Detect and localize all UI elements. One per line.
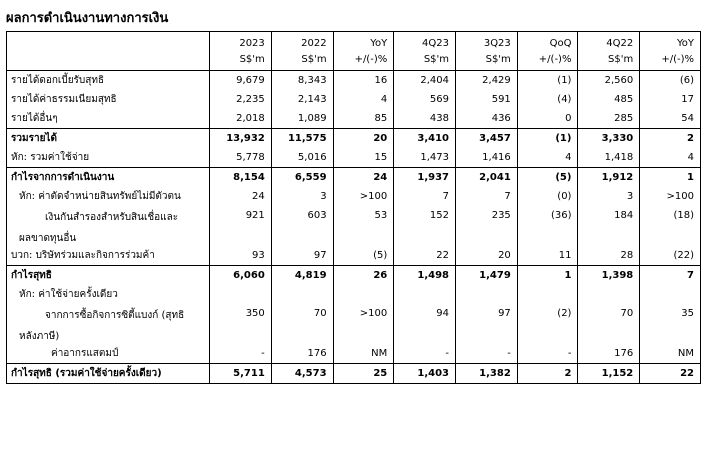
table-row [7,246,701,266]
table-cell: 5,778 [210,148,272,168]
table-cell: 3,457 [456,129,518,149]
table-cell: 22 [394,246,456,266]
table-cell: 7 [394,187,456,206]
table-cell: (5) [517,168,578,188]
column-header-unit: +/(-)% [640,51,701,71]
table-cell: 3 [271,187,333,206]
table-cell [578,285,640,304]
row-label-text: กำไรสุทธิ (รวมค่าใช้จ่ายครั้งเดียว) [11,368,162,379]
table-cell: 1 [517,266,578,286]
table-cell: 3,330 [578,129,640,149]
table-row [7,304,701,344]
table-cell: (36) [517,206,578,246]
row-label-text-continued: ผลขาดทุนอื่น [19,233,77,244]
table-cell: 20 [333,129,394,149]
row-label-text: หัก: ค่าใช้จ่ายครั้งเดียว [19,289,118,300]
row-label [7,148,210,168]
table-cell: (5) [333,246,394,266]
row-label-text: หัก: ค่าตัดจำหน่ายสินทรัพย์ไม่มีตัวตน [19,191,181,202]
row-label-text: กำไรสุทธิ [11,270,52,281]
column-header-period: YoY [640,32,701,52]
column-header-unit: +/(-)% [517,51,578,71]
table-cell: 438 [394,109,456,129]
table-cell: 9,679 [210,71,272,91]
table-cell: 11,575 [271,129,333,149]
row-label [7,71,210,91]
table-cell: - [517,344,578,364]
table-cell: 1,937 [394,168,456,188]
column-header-unit: S$'m [456,51,518,71]
table-cell: 1,498 [394,266,456,286]
row-label [7,364,210,384]
table-cell: 93 [210,246,272,266]
table-cell: 1,418 [578,148,640,168]
table-cell: 235 [456,206,518,246]
header-row-period [7,32,701,52]
table-cell: (22) [640,246,701,266]
table-cell: 28 [578,246,640,266]
table-cell: 20 [456,246,518,266]
table-cell: - [456,344,518,364]
table-cell: 2,235 [210,90,272,109]
header-corner [7,32,210,52]
table-cell: 24 [333,168,394,188]
table-cell: - [394,344,456,364]
column-header-unit: S$'m [578,51,640,71]
column-header-period: 2023 [210,32,272,52]
table-cell: 436 [456,109,518,129]
column-header-period: 3Q23 [456,32,518,52]
column-header-period: QoQ [517,32,578,52]
table-cell: 5,711 [210,364,272,384]
table-cell: (1) [517,71,578,91]
table-row [7,71,701,91]
table-cell: 2,560 [578,71,640,91]
table-row [7,266,701,286]
row-label-text: รายได้อื่นๆ [11,113,58,124]
table-cell: >100 [640,187,701,206]
table-cell: 53 [333,206,394,246]
table-cell: 2,018 [210,109,272,129]
table-cell: 1,403 [394,364,456,384]
table-row [7,285,701,304]
table-cell: >100 [333,187,394,206]
table-cell [640,285,701,304]
column-header-period: 2022 [271,32,333,52]
table-row [7,206,701,246]
column-header-unit: S$'m [271,51,333,71]
table-cell: 184 [578,206,640,246]
table-cell: 70 [578,304,640,344]
row-label-text: รายได้ดอกเบี้ยรับสุทธิ [11,75,105,86]
table-cell: 1,152 [578,364,640,384]
table-cell: 4,573 [271,364,333,384]
table-cell: (1) [517,129,578,149]
table-cell: 176 [578,344,640,364]
table-cell: 7 [640,266,701,286]
table-cell: 1,398 [578,266,640,286]
header-row-unit [7,51,701,71]
table-cell: 2 [640,129,701,149]
table-cell: >100 [333,304,394,344]
row-label-text: จากการซื้อกิจการซิตี้แบงก์ (สุทธิ [45,310,185,321]
table-cell: 6,559 [271,168,333,188]
table-cell: 35 [640,304,701,344]
row-label [7,129,210,149]
table-cell [271,285,333,304]
row-label [7,187,210,206]
table-cell: (4) [517,90,578,109]
table-row [7,129,701,149]
column-header-unit: +/(-)% [333,51,394,71]
table-cell: 11 [517,246,578,266]
table-cell [333,285,394,304]
table-cell: 921 [210,206,272,246]
table-cell: 70 [271,304,333,344]
table-cell: NM [640,344,701,364]
table-cell: 1,382 [456,364,518,384]
table-cell: 26 [333,266,394,286]
table-cell: 3,410 [394,129,456,149]
row-label-text: เงินกันสำรองสำหรับสินเชื่อและ [45,212,179,223]
table-cell: 16 [333,71,394,91]
table-cell: 0 [517,109,578,129]
table-cell: 54 [640,109,701,129]
table-cell: 591 [456,90,518,109]
column-header-unit: S$'m [394,51,456,71]
table-cell: 85 [333,109,394,129]
table-row [7,109,701,129]
table-cell [517,285,578,304]
table-cell: 8,154 [210,168,272,188]
table-cell: 2,404 [394,71,456,91]
row-label-text-continued: หลังภาษี) [19,331,60,342]
row-label [7,246,210,266]
row-label [7,304,210,344]
table-cell: NM [333,344,394,364]
row-label-text: รายได้ค่าธรรมเนียมสุทธิ [11,94,117,105]
table-cell: 4 [333,90,394,109]
financial-results-table [6,31,701,384]
column-header-period: 4Q23 [394,32,456,52]
table-cell: 13,932 [210,129,272,149]
row-label-text: รวมรายได้ [11,133,57,144]
table-cell: 15 [333,148,394,168]
table-cell: 7 [456,187,518,206]
table-cell: 1 [640,168,701,188]
table-cell: 152 [394,206,456,246]
table-cell: 2,041 [456,168,518,188]
table-cell: 1,416 [456,148,518,168]
table-cell: 485 [578,90,640,109]
page-title: ผลการดำเนินงานทางการเงิน [6,11,169,26]
table-cell: 2,429 [456,71,518,91]
table-cell: 4,819 [271,266,333,286]
column-header-unit: S$'m [210,51,272,71]
table-row [7,90,701,109]
table-cell: 5,016 [271,148,333,168]
table-row [7,168,701,188]
table-cell: (0) [517,187,578,206]
table-cell: 24 [210,187,272,206]
table-cell: (18) [640,206,701,246]
table-cell: 97 [271,246,333,266]
table-cell: 603 [271,206,333,246]
table-row [7,187,701,206]
table-cell [210,285,272,304]
table-cell: 569 [394,90,456,109]
table-cell: - [210,344,272,364]
table-row [7,344,701,364]
table-cell: 2,143 [271,90,333,109]
row-label-text: บวก: บริษัทร่วมและกิจการร่วมค้า [11,250,155,261]
table-cell: 4 [640,148,701,168]
table-row [7,364,701,384]
table-cell: (6) [640,71,701,91]
table-cell: 8,343 [271,71,333,91]
table-cell: 3 [578,187,640,206]
table-cell: 176 [271,344,333,364]
table-cell: 1,912 [578,168,640,188]
row-label-text: กำไรจากการดำเนินงาน [11,172,115,183]
table-cell: 2 [517,364,578,384]
row-label [7,90,210,109]
header-corner [7,51,210,71]
table-cell: 97 [456,304,518,344]
row-label [7,168,210,188]
table-cell: 285 [578,109,640,129]
table-cell: (2) [517,304,578,344]
row-label [7,206,210,246]
table-cell: 4 [517,148,578,168]
table-cell: 17 [640,90,701,109]
table-cell [456,285,518,304]
table-row [7,148,701,168]
table-cell: 94 [394,304,456,344]
row-label [7,109,210,129]
table-cell: 1,473 [394,148,456,168]
column-header-period: 4Q22 [578,32,640,52]
row-label [7,344,210,364]
column-header-period: YoY [333,32,394,52]
table-cell: 6,060 [210,266,272,286]
row-label-text: ค่าอากรแสตมป์ [51,348,119,359]
table-cell: 350 [210,304,272,344]
row-label [7,285,210,304]
table-cell: 1,479 [456,266,518,286]
table-body [7,71,701,384]
row-label [7,266,210,286]
table-cell [394,285,456,304]
table-cell: 22 [640,364,701,384]
row-label-text: หัก: รวมค่าใช้จ่าย [11,152,90,163]
table-cell: 25 [333,364,394,384]
table-cell: 1,089 [271,109,333,129]
